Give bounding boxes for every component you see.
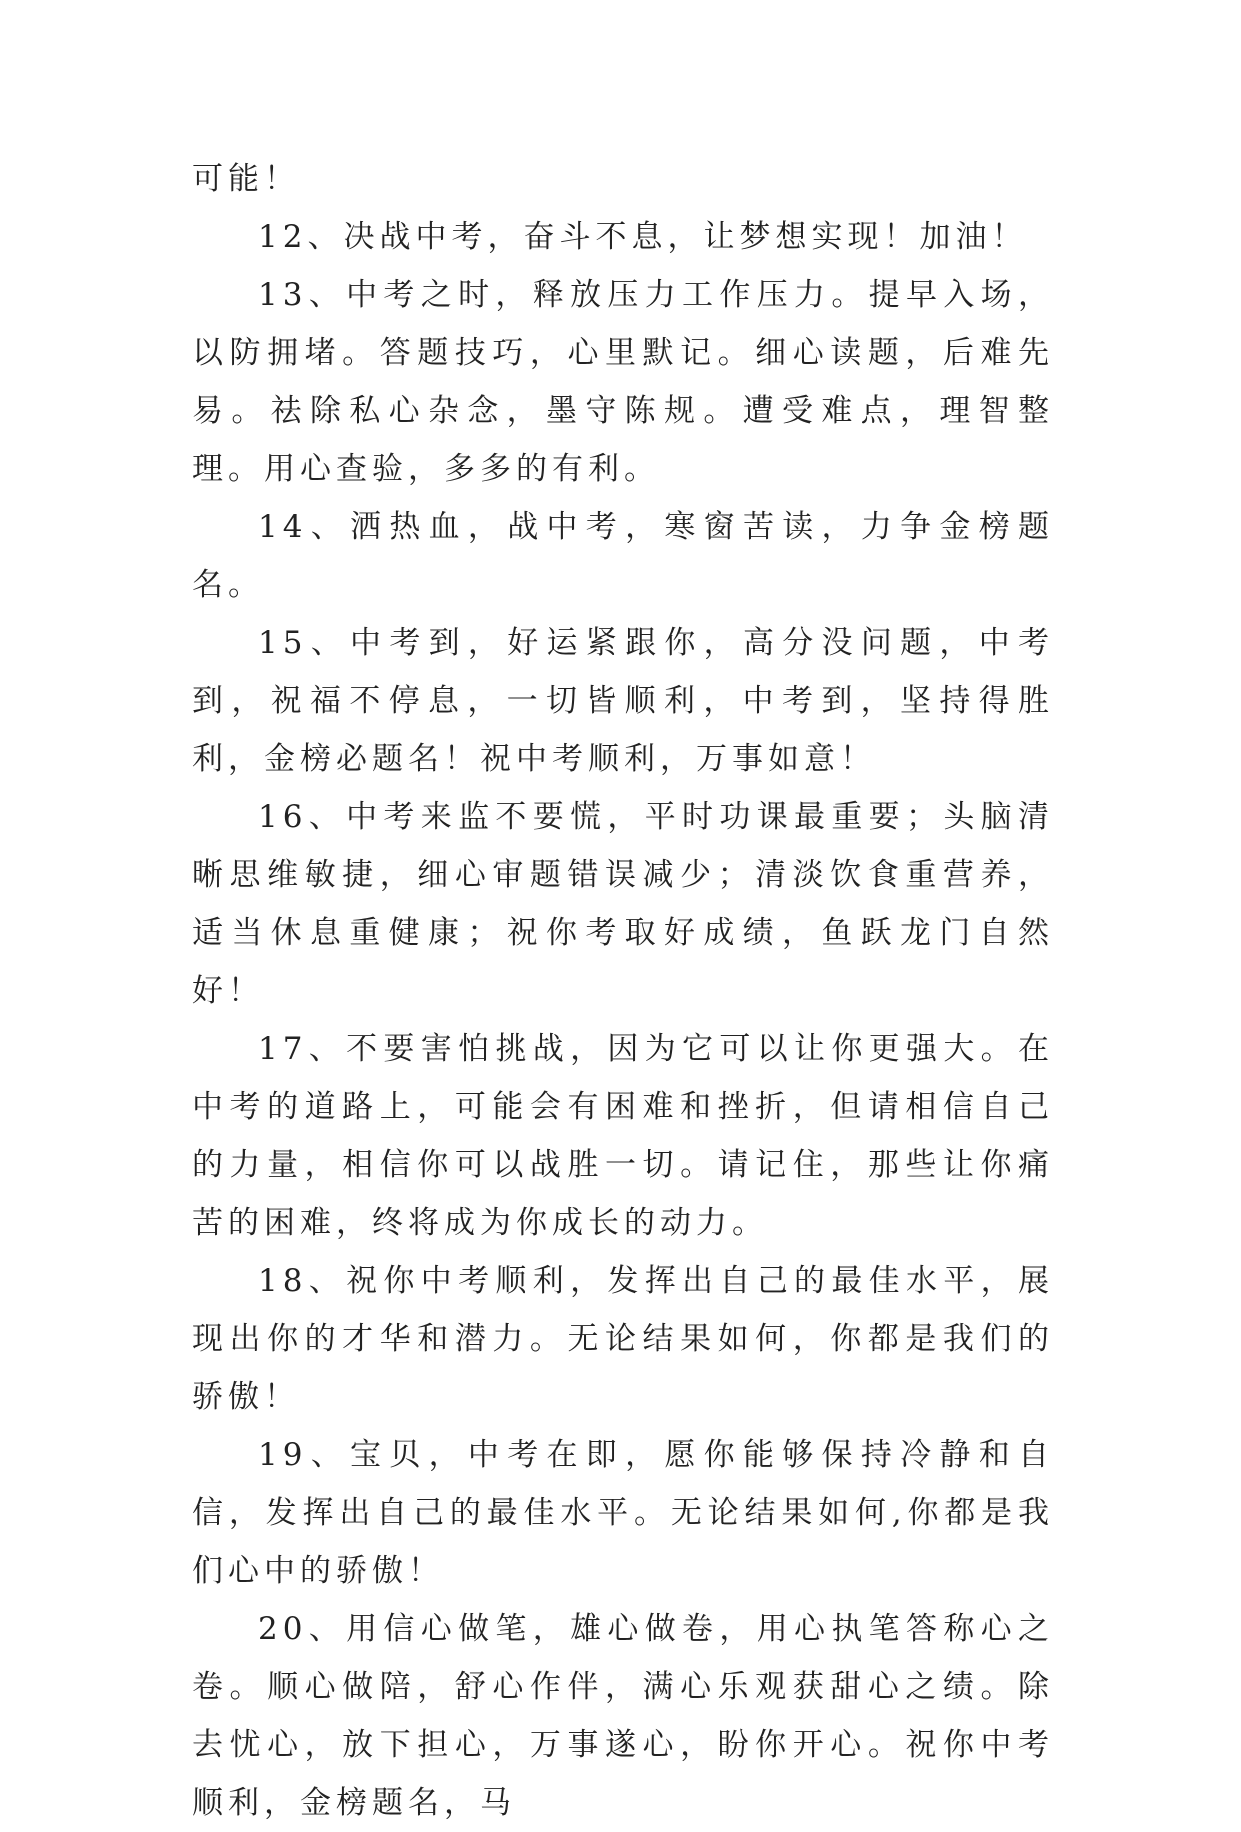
paragraph-wish-13: 13、中考之时，释放压力工作压力。提早入场，以防拥堵。答题技巧，心里默记。细心读题，后难先易。祛除私心杂念，墨守陈规。遭受难点，理智整理。用心查验，多多的有利。 <box>192 277 1054 487</box>
paragraph-wish-20: 20、用信心做笔，雄心做卷，用心执笔答称心之卷。顺心做陪，舒心作伴，满心乐观获甜心之绩。除去忧心，放下担心，万事遂心，盼你开心。祝你中考顺利，金榜题名，马 <box>192 1611 1054 1821</box>
paragraph-continuation: 可能！ <box>192 161 300 197</box>
paragraph-wish-15: 15、中考到，好运紧跟你，高分没问题，中考到，祝福不停息，一切皆顺利，中考到，坚持得胜利，金榜必题名！祝中考顺利，万事如意！ <box>192 625 1054 777</box>
paragraph-wish-16: 16、中考来监不要慌，平时功课最重要；头脑清晰思维敏捷，细心审题错误减少；清淡饮食重营养，适当休息重健康；祝你考取好成绩，鱼跃龙门自然好！ <box>192 799 1054 1009</box>
paragraph-wish-14: 14、洒热血，战中考，寒窗苦读，力争金榜题名。 <box>192 509 1054 603</box>
paragraph-wish-19: 19、宝贝，中考在即，愿你能够保持冷静和自信，发挥出自己的最佳水平。无论结果如何,你都是我们心中的骄傲！ <box>192 1437 1054 1589</box>
paragraph-wish-18: 18、祝你中考顺利，发挥出自己的最佳水平，展现出你的才华和潜力。无论结果如何，你都是我们的骄傲！ <box>192 1263 1054 1415</box>
paragraph-wish-17: 17、不要害怕挑战，因为它可以让你更强大。在中考的道路上，可能会有困难和挫折，但请相信自己的力量，相信你可以战胜一切。请记住，那些让你痛苦的困难，终将成为你成长的动力。 <box>192 1031 1054 1241</box>
document-body <box>192 150 1054 1832</box>
paragraph-wish-12: 12、决战中考，奋斗不息，让梦想实现！加油！ <box>258 219 1028 255</box>
